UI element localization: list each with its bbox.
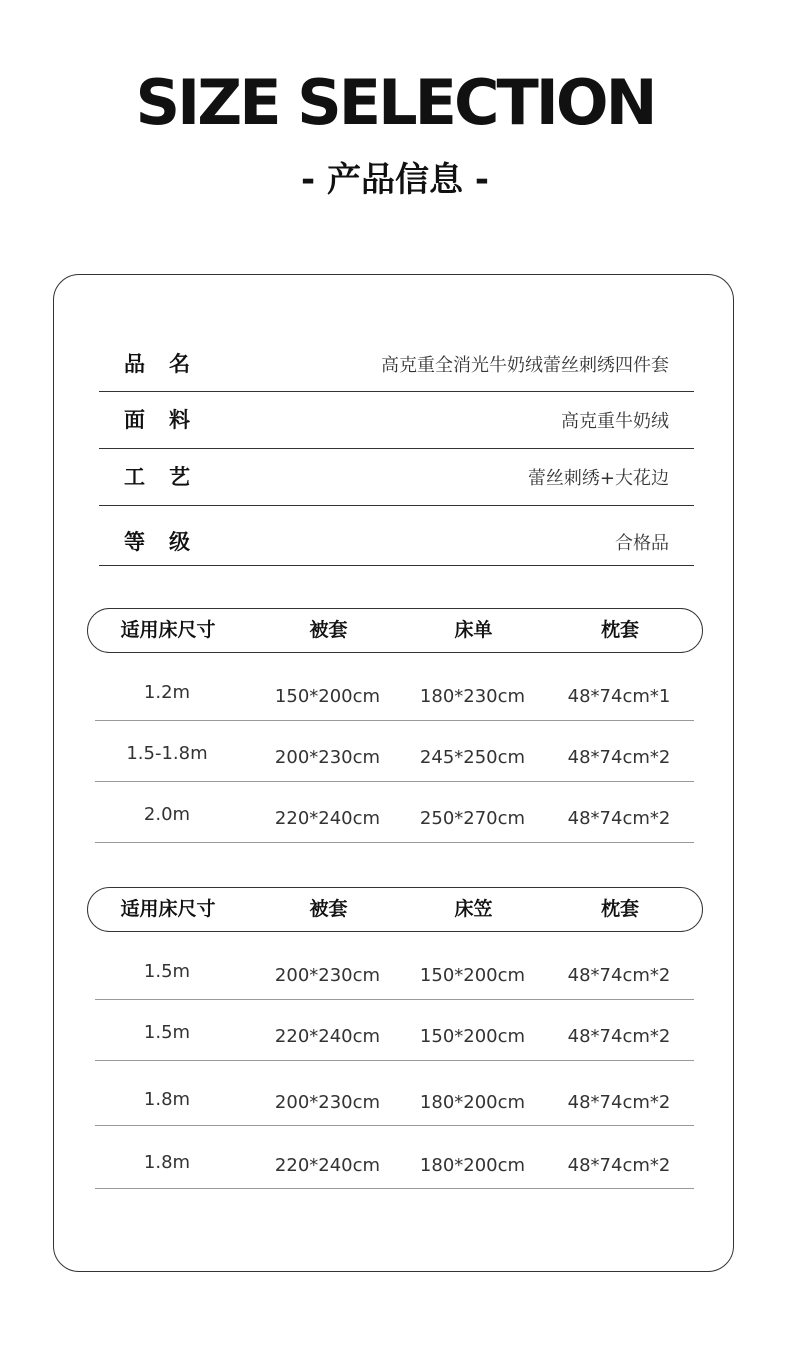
header-pillowcase: 枕套 (600, 898, 639, 920)
info-row-name (99, 336, 694, 392)
cell-bed-sheet: 250*270cm (419, 808, 526, 829)
header-bed-size: 适用床尺寸 (120, 619, 216, 641)
header-pillowcase: 枕套 (600, 619, 639, 641)
cell-bed-size: 2.0m (143, 804, 191, 825)
table-row (95, 782, 694, 843)
cell-bed-size: 1.8m (143, 1152, 191, 1173)
table-row (95, 721, 694, 782)
page-title: SIZE SELECTION (135, 66, 655, 139)
info-row-fabric (99, 392, 694, 449)
size-table-fitted (87, 887, 703, 1189)
cell-pillowcase: 48*74cm*2 (567, 1155, 671, 1176)
table-header (87, 887, 703, 932)
cell-fitted-sheet: 180*200cm (419, 1155, 526, 1176)
info-row-grade (99, 506, 694, 566)
table-row (95, 1000, 694, 1061)
header-bed-size: 适用床尺寸 (120, 898, 216, 920)
info-label: 品 名 (124, 352, 190, 376)
cell-duvet-cover: 220*240cm (274, 808, 381, 829)
header-fitted-sheet: 床笠 (454, 898, 493, 920)
product-info-list (99, 336, 694, 566)
header-duvet-cover: 被套 (309, 898, 348, 920)
info-label: 面 料 (124, 408, 190, 432)
info-value: 高克重全消光牛奶绒蕾丝刺绣四件套 (381, 355, 669, 376)
table-row (95, 1126, 694, 1189)
cell-bed-size: 1.8m (143, 1089, 191, 1110)
table-row (95, 932, 694, 1000)
cell-bed-size: 1.5m (143, 961, 191, 982)
table-header (87, 608, 703, 653)
cell-bed-size: 1.5-1.8m (126, 743, 208, 764)
size-table-sheet (87, 608, 703, 843)
header-bed-sheet: 床单 (454, 619, 493, 641)
cell-duvet-cover: 200*230cm (274, 747, 381, 768)
page-subtitle: - 产品信息 - (301, 160, 489, 200)
cell-bed-size: 1.5m (143, 1022, 191, 1043)
cell-duvet-cover: 200*230cm (274, 965, 381, 986)
cell-fitted-sheet: 180*200cm (419, 1092, 526, 1113)
info-value: 高克重牛奶绒 (561, 411, 669, 432)
cell-pillowcase: 48*74cm*2 (567, 1092, 671, 1113)
info-label: 等 级 (124, 530, 190, 554)
header-duvet-cover: 被套 (309, 619, 348, 641)
cell-fitted-sheet: 150*200cm (419, 1026, 526, 1047)
table-row (95, 653, 694, 721)
cell-pillowcase: 48*74cm*2 (567, 808, 671, 829)
cell-bed-sheet: 245*250cm (419, 747, 526, 768)
cell-duvet-cover: 220*240cm (274, 1155, 381, 1176)
info-label: 工 艺 (124, 465, 190, 489)
cell-duvet-cover: 220*240cm (274, 1026, 381, 1047)
cell-pillowcase: 48*74cm*2 (567, 1026, 671, 1047)
info-row-craft (99, 449, 694, 506)
cell-bed-size: 1.2m (143, 682, 191, 703)
info-value: 合格品 (615, 533, 669, 554)
cell-duvet-cover: 200*230cm (274, 1092, 381, 1113)
cell-duvet-cover: 150*200cm (274, 686, 381, 707)
info-value: 蕾丝刺绣+大花边 (527, 468, 669, 489)
table-row (95, 1061, 694, 1126)
cell-pillowcase: 48*74cm*1 (567, 686, 671, 707)
cell-pillowcase: 48*74cm*2 (567, 965, 671, 986)
cell-bed-sheet: 180*230cm (419, 686, 526, 707)
cell-fitted-sheet: 150*200cm (419, 965, 526, 986)
cell-pillowcase: 48*74cm*2 (567, 747, 671, 768)
